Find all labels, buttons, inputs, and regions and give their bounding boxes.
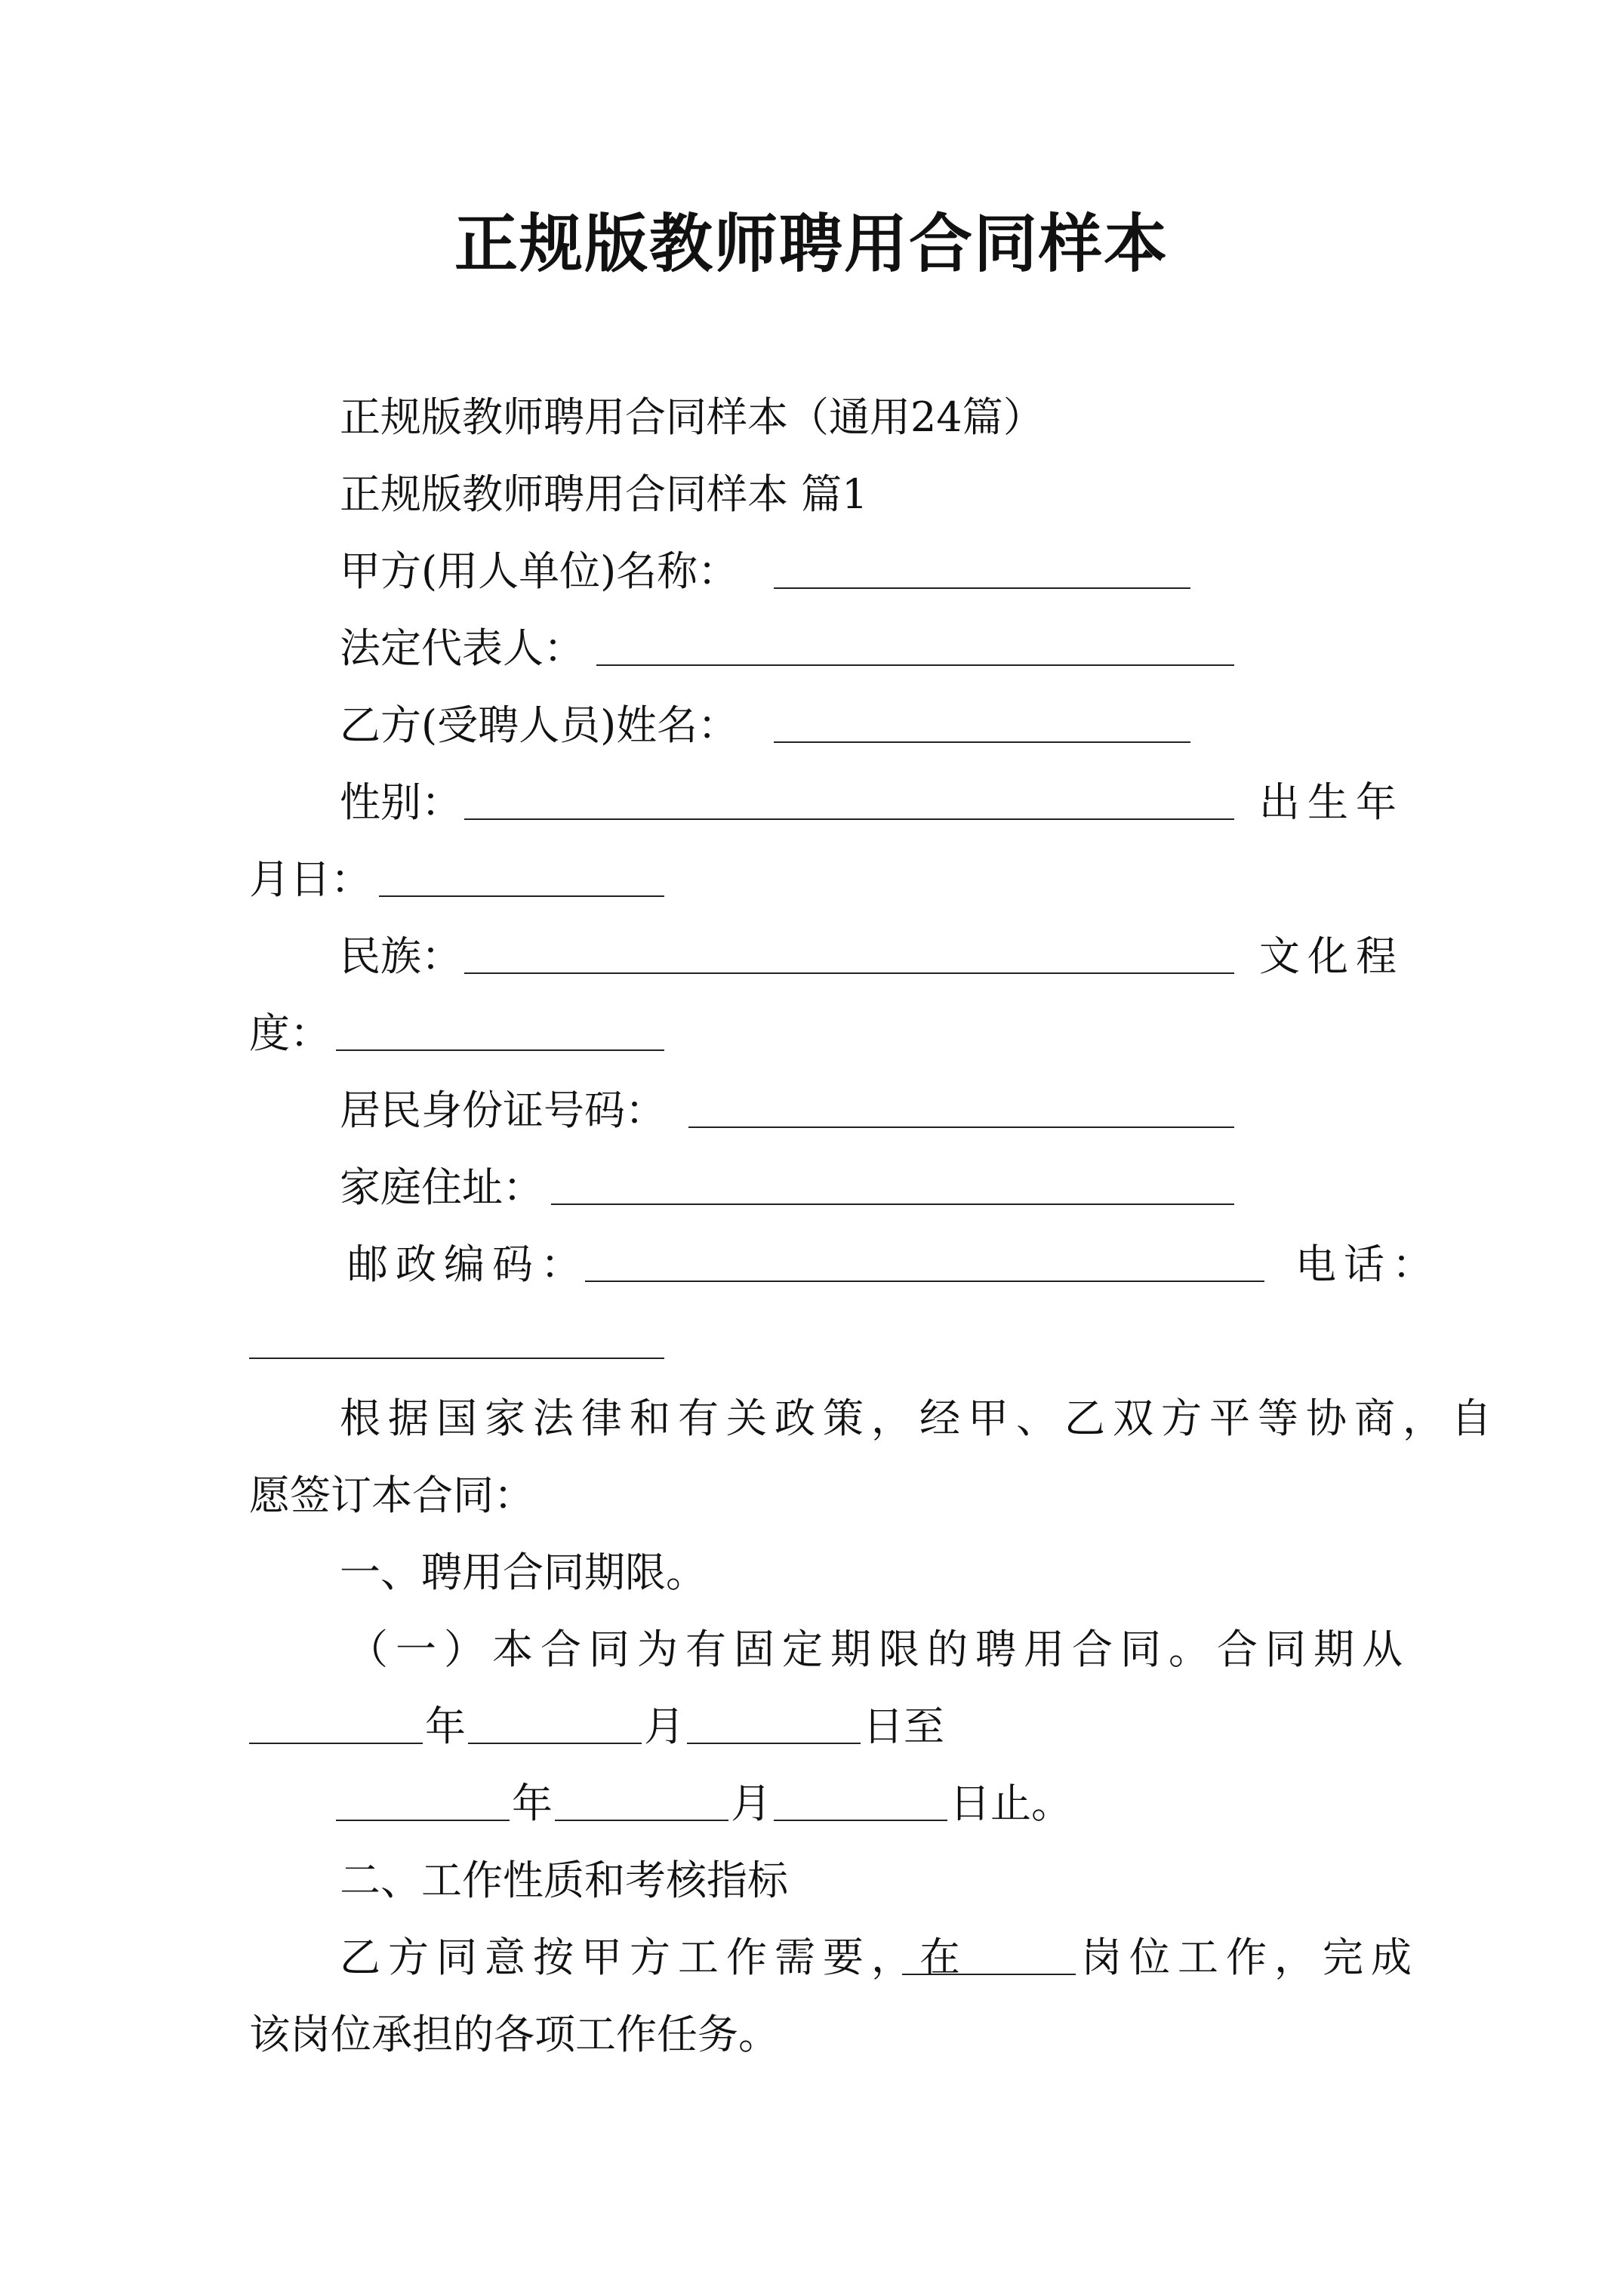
intro-line-2: 愿签订本合同： — [249, 1472, 534, 1519]
end-month-blank[interactable] — [555, 1820, 728, 1821]
education-label-part1: 文化程 — [1259, 932, 1404, 980]
postal-code-label: 邮政编码： — [347, 1240, 589, 1288]
position-blank[interactable] — [902, 1974, 1076, 1975]
party-b-blank[interactable] — [774, 741, 1190, 743]
end-month-label: 月 — [731, 1780, 771, 1827]
intro-line-1: 根据国家法律和有关政策，经甲、乙双方平等协商，自 — [340, 1395, 1499, 1442]
gender-label: 性别： — [340, 778, 462, 826]
party-b-label: 乙方(受聘人员)姓名： — [340, 701, 739, 749]
party-a-blank[interactable] — [774, 587, 1190, 589]
section-1-item-1: （一）本合同为有固定期限的聘用合同。合同期从 — [347, 1626, 1410, 1673]
section-2-body-part1: 乙方同意按甲方工作需要，在 — [340, 1934, 968, 1981]
phone-label: 电话： — [1295, 1240, 1440, 1288]
address-blank[interactable] — [551, 1203, 1234, 1205]
end-day-label: 日止。 — [950, 1780, 1072, 1827]
end-year-blank[interactable] — [336, 1820, 510, 1821]
gender-blank[interactable] — [464, 818, 1234, 820]
party-a-label: 甲方(用人单位)名称： — [340, 547, 739, 595]
section-2-body-part3: 该岗位承担的各项工作任务。 — [249, 2011, 779, 2058]
start-day-label: 日至 — [863, 1703, 944, 1750]
end-day-blank[interactable] — [774, 1820, 947, 1821]
ethnicity-blank[interactable] — [464, 972, 1234, 974]
start-year-blank[interactable] — [249, 1743, 423, 1744]
section-heading: 正规版教师聘用合同样本 篇1 — [340, 470, 868, 518]
ethnicity-label: 民族： — [340, 932, 462, 980]
birth-label-part2: 月日： — [249, 855, 371, 903]
birth-label-part1: 出生年 — [1259, 778, 1404, 826]
education-label-part2: 度： — [249, 1009, 331, 1057]
id-number-blank[interactable] — [688, 1126, 1234, 1128]
phone-blank[interactable] — [249, 1358, 664, 1359]
start-month-blank[interactable] — [468, 1743, 642, 1744]
birth-blank[interactable] — [379, 895, 664, 897]
start-day-blank[interactable] — [687, 1743, 861, 1744]
address-label: 家庭住址： — [340, 1163, 544, 1211]
start-year-label: 年 — [425, 1703, 466, 1750]
subtitle: 正规版教师聘用合同样本（通用24篇） — [340, 393, 1044, 441]
end-year-label: 年 — [512, 1780, 553, 1827]
legal-rep-label: 法定代表人： — [340, 624, 584, 672]
start-month-label: 月 — [644, 1703, 685, 1750]
document-title: 正规版教师聘用合同样本 — [454, 206, 1169, 281]
id-number-label: 居民身份证号码： — [340, 1086, 666, 1134]
legal-rep-blank[interactable] — [596, 664, 1234, 666]
education-blank[interactable] — [336, 1049, 664, 1051]
section-2-heading: 二、工作性质和考核指标 — [340, 1857, 788, 1904]
postal-code-blank[interactable] — [585, 1281, 1264, 1282]
section-2-body-part2: 岗位工作，完成 — [1081, 1934, 1419, 1981]
section-1-heading: 一、聘用合同期限。 — [340, 1549, 707, 1596]
